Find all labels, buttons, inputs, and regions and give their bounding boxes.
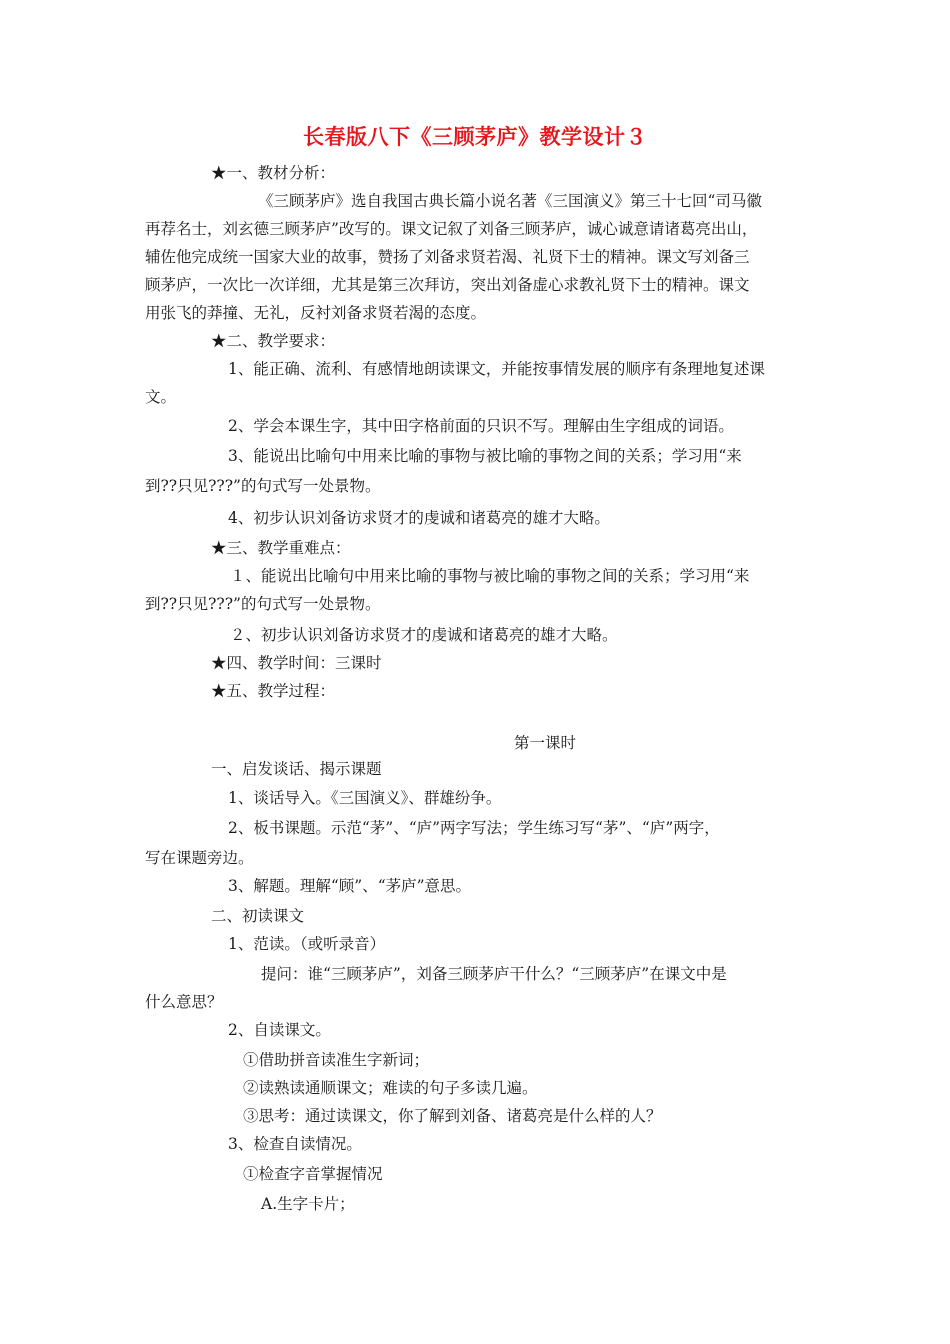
- section-heading: ★二、教学要求：: [211, 332, 336, 350]
- paragraph-line: 1、范读。（或听录音）: [228, 935, 386, 953]
- paragraph-line: 到??只见???”的句式写一处景物。: [145, 595, 381, 613]
- paragraph-line: 2、学会本课生字，其中田字格前面的只识不写。理解由生字组成的词语。: [228, 417, 734, 435]
- paragraph-line: 2、板书课题。示范“茅”、“庐”两字写法；学生练习写“茅”、“庐”两字，: [228, 819, 720, 837]
- paragraph-line: 2、自读课文。: [228, 1021, 331, 1039]
- list-item: ①借助拼音读准生字新词；: [243, 1051, 430, 1069]
- section-heading: ★一、教材分析：: [211, 164, 336, 182]
- document-title: 长春版八下《三顾茅庐》教学设计３: [303, 124, 647, 149]
- step-heading: 一、启发谈话、揭示课题: [211, 760, 382, 778]
- paragraph-line: 3、检查自读情况。: [228, 1135, 362, 1153]
- paragraph-line: 到??只见???”的句式写一处景物。: [145, 477, 381, 495]
- paragraph-line: 再荐名士，刘玄德三顾茅庐”改写的。课文记叙了刘备三顾茅庐，诚心诚意请诸葛亮出山，: [145, 220, 758, 238]
- paragraph-line: 1、能正确、流利、有感情地朗读课文，并能按事情发展的顺序有条理地复述课: [228, 360, 765, 378]
- paragraph-line: 4、初步认识刘备访求贤才的虔诚和诸葛亮的雄才大略。: [228, 509, 610, 527]
- section-heading: ★三、教学重难点：: [211, 539, 351, 557]
- paragraph-line: 3、能说出比喻句中用来比喻的事物与被比喻的事物之间的关系；学习用“来: [228, 447, 742, 465]
- list-item: ③思考：通过读课文，你了解到刘备、诸葛亮是什么样的人？: [243, 1107, 662, 1125]
- list-item: A.生字卡片；: [261, 1195, 355, 1213]
- paragraph-line: 文。: [145, 388, 177, 406]
- list-item: ①检查字音掌握情况: [243, 1165, 383, 1183]
- paragraph-line: 写在课题旁边。: [145, 849, 254, 867]
- paragraph-line: 3、解题。理解“顾”、“茅庐”意思。: [228, 877, 472, 895]
- paragraph-line: ２、初步认识刘备访求贤才的虔诚和诸葛亮的雄才大略。: [230, 626, 618, 644]
- paragraph-line: 什么意思？: [145, 993, 223, 1011]
- list-item: ②读熟读通顺课文；难读的句子多读几遍。: [243, 1079, 538, 1097]
- section-heading: ★五、教学过程：: [211, 682, 336, 700]
- paragraph-line: 顾茅庐，一次比一次详细，尤其是第三次拜访，突出刘备虚心求教礼贤下士的精神。课文: [145, 276, 750, 294]
- paragraph-line: １、能说出比喻句中用来比喻的事物与被比喻的事物之间的关系；学习用“来: [230, 567, 750, 585]
- paragraph-line: 用张飞的莽撞、无礼，反衬刘备求贤若渴的态度。: [145, 304, 487, 322]
- paragraph-line: 《三顾茅庐》选自我国古典长篇小说名著《三国演义》第三十七回“司马徽: [258, 192, 762, 210]
- step-heading: 二、初读课文: [211, 907, 305, 925]
- paragraph-line: 辅佐他完成统一国家大业的故事，赞扬了刘备求贤若渴、礼贤下士的精神。课文写刘备三: [145, 248, 750, 266]
- lesson-heading: 第一课时: [513, 734, 576, 752]
- paragraph-line: 提问：谁“三顾茅庐”，刘备三顾茅庐干什么？“三顾茅庐”在课文中是: [261, 965, 727, 983]
- section-heading: ★四、教学时间：三课时: [211, 654, 382, 672]
- paragraph-line: 1、谈话导入。《三国演义》、群雄纷争。: [228, 789, 502, 807]
